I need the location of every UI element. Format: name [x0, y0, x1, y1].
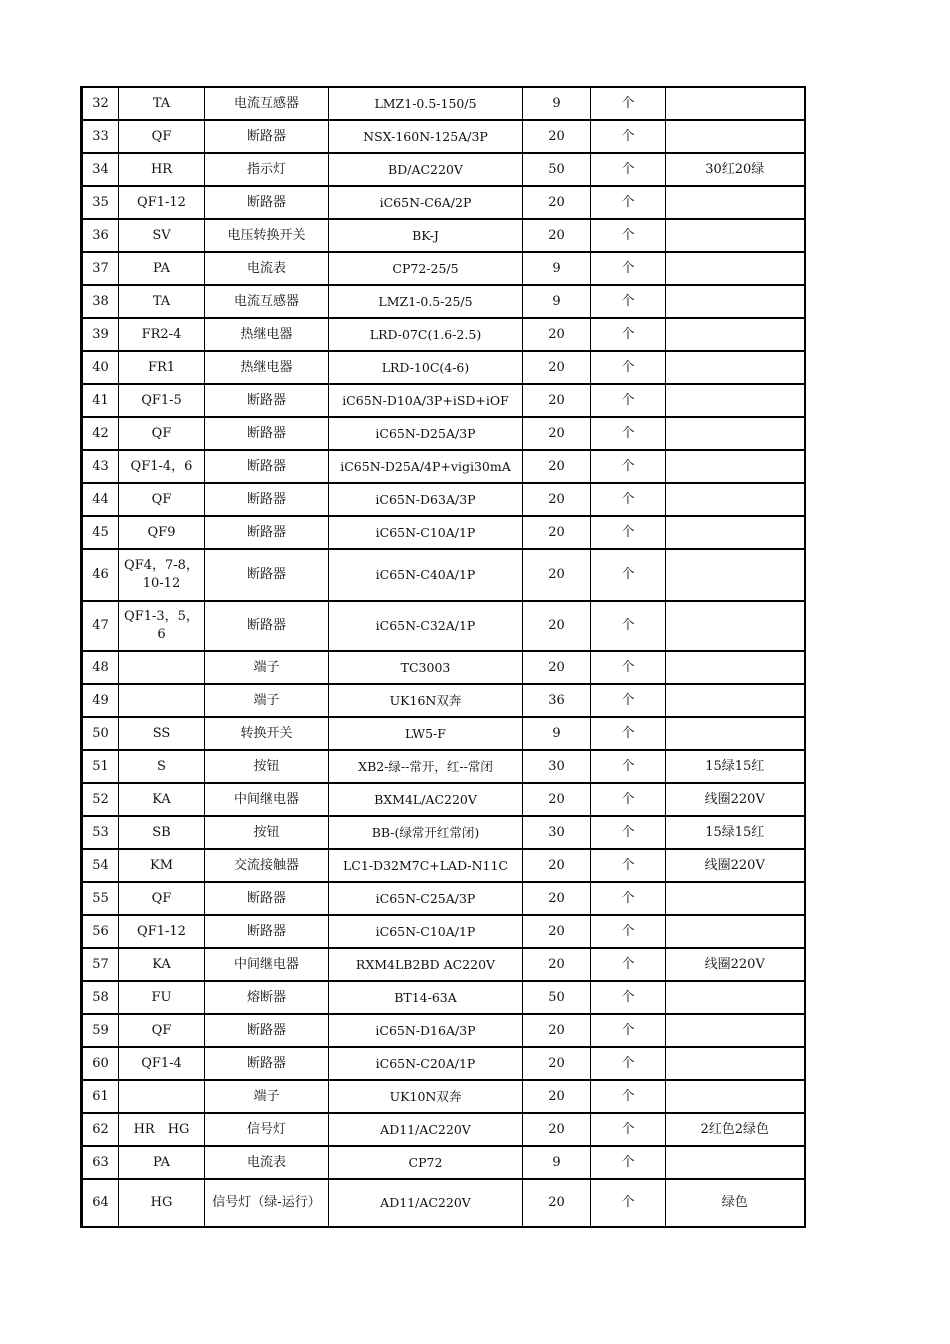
unit-cell: 个 — [591, 1179, 666, 1227]
device-code-cell: HG — [119, 1179, 205, 1227]
quantity-cell: 9 — [523, 252, 591, 285]
remark-cell — [666, 318, 805, 351]
quantity-cell: 20 — [523, 783, 591, 816]
table-row — [82, 186, 805, 219]
remark-cell — [666, 483, 805, 516]
quantity-cell: 50 — [523, 153, 591, 186]
quantity-cell: 30 — [523, 816, 591, 849]
device-name-cell: 转换开关 — [205, 717, 329, 750]
device-code-cell: PA — [119, 252, 205, 285]
device-code-cell: QF9 — [119, 516, 205, 549]
unit-cell: 个 — [591, 252, 666, 285]
quantity-cell: 20 — [523, 1014, 591, 1047]
unit-cell: 个 — [591, 750, 666, 783]
device-name-cell: 熔断器 — [205, 981, 329, 1014]
model-spec-cell: iC65N-D25A/4P+vigi30mA — [329, 450, 523, 483]
quantity-cell: 20 — [523, 915, 591, 948]
quantity-cell: 20 — [523, 601, 591, 651]
device-code-cell: QF — [119, 417, 205, 450]
device-code-cell: QF1-5 — [119, 384, 205, 417]
table-row — [82, 516, 805, 549]
device-name-cell: 端子 — [205, 1080, 329, 1113]
unit-cell: 个 — [591, 285, 666, 318]
remark-cell: 线圈220V — [666, 849, 805, 882]
row-number-cell: 36 — [82, 219, 119, 252]
quantity-cell: 9 — [523, 717, 591, 750]
quantity-cell: 20 — [523, 384, 591, 417]
device-name-cell: 断路器 — [205, 483, 329, 516]
model-spec-cell: LMZ1-0.5-25/5 — [329, 285, 523, 318]
unit-cell: 个 — [591, 849, 666, 882]
table-row — [82, 384, 805, 417]
remark-cell — [666, 417, 805, 450]
device-code-cell — [119, 651, 205, 684]
device-code-cell: FU — [119, 981, 205, 1014]
model-spec-cell: BB-(绿常开红常闭) — [329, 816, 523, 849]
remark-cell — [666, 285, 805, 318]
device-code-cell: KM — [119, 849, 205, 882]
remark-cell — [666, 450, 805, 483]
table-row — [82, 849, 805, 882]
quantity-cell: 9 — [523, 87, 591, 120]
quantity-cell: 20 — [523, 351, 591, 384]
model-spec-cell: iC65N-D10A/3P+iSD+iOF — [329, 384, 523, 417]
model-spec-cell: LRD-10C(4-6) — [329, 351, 523, 384]
device-name-cell: 断路器 — [205, 549, 329, 601]
device-code-cell: SV — [119, 219, 205, 252]
model-spec-cell: TC3003 — [329, 651, 523, 684]
device-code-cell: KA — [119, 783, 205, 816]
device-name-cell: 端子 — [205, 651, 329, 684]
device-name-cell: 按钮 — [205, 816, 329, 849]
row-number-cell: 46 — [82, 549, 119, 601]
device-name-cell: 指示灯 — [205, 153, 329, 186]
device-name-cell: 中间继电器 — [205, 783, 329, 816]
unit-cell: 个 — [591, 483, 666, 516]
device-code-cell: SB — [119, 816, 205, 849]
device-name-cell: 断路器 — [205, 601, 329, 651]
remark-cell: 15绿15红 — [666, 750, 805, 783]
remark-cell — [666, 186, 805, 219]
device-code-cell: QF — [119, 120, 205, 153]
unit-cell: 个 — [591, 450, 666, 483]
model-spec-cell: iC65N-C25A/3P — [329, 882, 523, 915]
row-number-cell: 58 — [82, 981, 119, 1014]
quantity-cell: 9 — [523, 1146, 591, 1179]
unit-cell: 个 — [591, 717, 666, 750]
model-spec-cell: BT14-63A — [329, 981, 523, 1014]
device-code-cell: QF1-12 — [119, 186, 205, 219]
device-name-cell: 中间继电器 — [205, 948, 329, 981]
row-number-cell: 57 — [82, 948, 119, 981]
quantity-cell: 20 — [523, 549, 591, 601]
row-number-cell: 50 — [82, 717, 119, 750]
remark-cell — [666, 915, 805, 948]
remark-cell: 线圈220V — [666, 948, 805, 981]
model-spec-cell: UK10N双奔 — [329, 1080, 523, 1113]
device-code-cell: QF — [119, 1014, 205, 1047]
device-name-cell: 断路器 — [205, 882, 329, 915]
model-spec-cell: iC65N-D25A/3P — [329, 417, 523, 450]
unit-cell: 个 — [591, 516, 666, 549]
quantity-cell: 36 — [523, 684, 591, 717]
remark-cell: 绿色 — [666, 1179, 805, 1227]
unit-cell: 个 — [591, 153, 666, 186]
device-code-cell: PA — [119, 1146, 205, 1179]
row-number-cell: 33 — [82, 120, 119, 153]
unit-cell: 个 — [591, 948, 666, 981]
quantity-cell: 20 — [523, 849, 591, 882]
unit-cell: 个 — [591, 915, 666, 948]
table-row — [82, 651, 805, 684]
unit-cell: 个 — [591, 601, 666, 651]
quantity-cell: 50 — [523, 981, 591, 1014]
device-code-cell: SS — [119, 717, 205, 750]
remark-cell — [666, 252, 805, 285]
remark-cell — [666, 1146, 805, 1179]
table-row — [82, 1014, 805, 1047]
table-row — [82, 717, 805, 750]
device-name-cell: 热继电器 — [205, 318, 329, 351]
row-number-cell: 59 — [82, 1014, 119, 1047]
model-spec-cell: iC65N-C40A/1P — [329, 549, 523, 601]
model-spec-cell: CP72-25/5 — [329, 252, 523, 285]
device-name-cell: 电压转换开关 — [205, 219, 329, 252]
model-spec-cell: LRD-07C(1.6-2.5) — [329, 318, 523, 351]
model-spec-cell: LMZ1-0.5-150/5 — [329, 87, 523, 120]
quantity-cell: 20 — [523, 186, 591, 219]
table-row — [82, 1080, 805, 1113]
unit-cell: 个 — [591, 1113, 666, 1146]
row-number-cell: 39 — [82, 318, 119, 351]
device-code-cell: FR2-4 — [119, 318, 205, 351]
remark-cell — [666, 351, 805, 384]
device-code-cell: QF — [119, 882, 205, 915]
row-number-cell: 40 — [82, 351, 119, 384]
remark-cell: 2红色2绿色 — [666, 1113, 805, 1146]
device-code-cell: TA — [119, 87, 205, 120]
row-number-cell: 45 — [82, 516, 119, 549]
device-name-cell: 热继电器 — [205, 351, 329, 384]
remark-cell — [666, 1080, 805, 1113]
table-row — [82, 549, 805, 601]
quantity-cell: 20 — [523, 516, 591, 549]
table-row — [82, 252, 805, 285]
table-row — [82, 87, 805, 120]
quantity-cell: 20 — [523, 882, 591, 915]
model-spec-cell: LW5-F — [329, 717, 523, 750]
row-number-cell: 51 — [82, 750, 119, 783]
model-spec-cell: AD11/AC220V — [329, 1179, 523, 1227]
model-spec-cell: iC65N-C10A/1P — [329, 516, 523, 549]
quantity-cell: 30 — [523, 750, 591, 783]
table-row — [82, 948, 805, 981]
device-code-cell: HR HG — [119, 1113, 205, 1146]
model-spec-cell: UK16N双奔 — [329, 684, 523, 717]
materials-table — [80, 86, 806, 1228]
unit-cell: 个 — [591, 87, 666, 120]
row-number-cell: 48 — [82, 651, 119, 684]
row-number-cell: 64 — [82, 1179, 119, 1227]
row-number-cell: 49 — [82, 684, 119, 717]
model-spec-cell: LC1-D32M7C+LAD-N11C — [329, 849, 523, 882]
model-spec-cell: iC65N-C20A/1P — [329, 1047, 523, 1080]
model-spec-cell: XB2-绿--常开，红--常闭 — [329, 750, 523, 783]
device-code-cell: QF1-3，5，6 — [119, 601, 205, 651]
row-number-cell: 44 — [82, 483, 119, 516]
device-code-cell: TA — [119, 285, 205, 318]
row-number-cell: 43 — [82, 450, 119, 483]
device-name-cell: 电流表 — [205, 252, 329, 285]
model-spec-cell: iC65N-C6A/2P — [329, 186, 523, 219]
unit-cell: 个 — [591, 384, 666, 417]
device-name-cell: 端子 — [205, 684, 329, 717]
unit-cell: 个 — [591, 219, 666, 252]
remark-cell — [666, 384, 805, 417]
unit-cell: 个 — [591, 186, 666, 219]
device-code-cell: HR — [119, 153, 205, 186]
quantity-cell: 20 — [523, 1179, 591, 1227]
model-spec-cell: AD11/AC220V — [329, 1113, 523, 1146]
device-code-cell: QF4，7-8，10-12 — [119, 549, 205, 601]
row-number-cell: 62 — [82, 1113, 119, 1146]
unit-cell: 个 — [591, 549, 666, 601]
quantity-cell: 20 — [523, 1047, 591, 1080]
quantity-cell: 20 — [523, 1113, 591, 1146]
table-row — [82, 417, 805, 450]
quantity-cell: 20 — [523, 318, 591, 351]
row-number-cell: 53 — [82, 816, 119, 849]
unit-cell: 个 — [591, 1146, 666, 1179]
row-number-cell: 54 — [82, 849, 119, 882]
table-row — [82, 1047, 805, 1080]
device-name-cell: 断路器 — [205, 516, 329, 549]
model-spec-cell: iC65N-D63A/3P — [329, 483, 523, 516]
unit-cell: 个 — [591, 318, 666, 351]
row-number-cell: 47 — [82, 601, 119, 651]
table-row — [82, 450, 805, 483]
device-name-cell: 断路器 — [205, 186, 329, 219]
remark-cell — [666, 87, 805, 120]
table-row — [82, 219, 805, 252]
quantity-cell: 20 — [523, 483, 591, 516]
row-number-cell: 32 — [82, 87, 119, 120]
device-name-cell: 断路器 — [205, 384, 329, 417]
remark-cell — [666, 981, 805, 1014]
model-spec-cell: iC65N-D16A/3P — [329, 1014, 523, 1047]
table-row — [82, 483, 805, 516]
unit-cell: 个 — [591, 783, 666, 816]
remark-cell — [666, 516, 805, 549]
remark-cell: 15绿15红 — [666, 816, 805, 849]
table-row — [82, 981, 805, 1014]
row-number-cell: 35 — [82, 186, 119, 219]
table-row — [82, 1146, 805, 1179]
remark-cell: 线圈220V — [666, 783, 805, 816]
table-row — [82, 915, 805, 948]
unit-cell: 个 — [591, 120, 666, 153]
remark-cell — [666, 717, 805, 750]
unit-cell: 个 — [591, 882, 666, 915]
table-row — [82, 750, 805, 783]
model-spec-cell: CP72 — [329, 1146, 523, 1179]
device-code-cell: QF1-4，6 — [119, 450, 205, 483]
device-name-cell: 信号灯（绿-运行） — [205, 1179, 329, 1227]
quantity-cell: 20 — [523, 120, 591, 153]
device-name-cell: 电流表 — [205, 1146, 329, 1179]
unit-cell: 个 — [591, 417, 666, 450]
table-row — [82, 153, 805, 186]
device-name-cell: 断路器 — [205, 1047, 329, 1080]
remark-cell — [666, 549, 805, 601]
device-code-cell: QF1-12 — [119, 915, 205, 948]
row-number-cell: 34 — [82, 153, 119, 186]
device-name-cell: 断路器 — [205, 450, 329, 483]
device-code-cell: FR1 — [119, 351, 205, 384]
quantity-cell: 20 — [523, 1080, 591, 1113]
remark-cell — [666, 1014, 805, 1047]
quantity-cell: 20 — [523, 417, 591, 450]
materials-table-body — [82, 87, 805, 1227]
table-row — [82, 684, 805, 717]
remark-cell — [666, 882, 805, 915]
table-row — [82, 318, 805, 351]
row-number-cell: 52 — [82, 783, 119, 816]
model-spec-cell: BXM4L/AC220V — [329, 783, 523, 816]
quantity-cell: 20 — [523, 219, 591, 252]
table-row — [82, 285, 805, 318]
unit-cell: 个 — [591, 1047, 666, 1080]
remark-cell — [666, 219, 805, 252]
table-row — [82, 351, 805, 384]
row-number-cell: 37 — [82, 252, 119, 285]
device-name-cell: 断路器 — [205, 915, 329, 948]
device-name-cell: 电流互感器 — [205, 285, 329, 318]
row-number-cell: 55 — [82, 882, 119, 915]
unit-cell: 个 — [591, 1080, 666, 1113]
device-code-cell: S — [119, 750, 205, 783]
device-code-cell — [119, 684, 205, 717]
quantity-cell: 9 — [523, 285, 591, 318]
row-number-cell: 41 — [82, 384, 119, 417]
table-row — [82, 601, 805, 651]
device-name-cell: 交流接触器 — [205, 849, 329, 882]
unit-cell: 个 — [591, 684, 666, 717]
unit-cell: 个 — [591, 351, 666, 384]
remark-cell — [666, 601, 805, 651]
model-spec-cell: RXM4LB2BD AC220V — [329, 948, 523, 981]
row-number-cell: 38 — [82, 285, 119, 318]
remark-cell — [666, 120, 805, 153]
table-row — [82, 120, 805, 153]
remark-cell — [666, 1047, 805, 1080]
model-spec-cell: iC65N-C32A/1P — [329, 601, 523, 651]
remark-cell: 30红20绿 — [666, 153, 805, 186]
device-name-cell: 断路器 — [205, 1014, 329, 1047]
remark-cell — [666, 651, 805, 684]
row-number-cell: 42 — [82, 417, 119, 450]
device-name-cell: 断路器 — [205, 417, 329, 450]
unit-cell: 个 — [591, 981, 666, 1014]
device-code-cell: KA — [119, 948, 205, 981]
model-spec-cell: NSX-160N-125A/3P — [329, 120, 523, 153]
table-row — [82, 1179, 805, 1227]
device-name-cell: 按钮 — [205, 750, 329, 783]
table-row — [82, 816, 805, 849]
table-row — [82, 1113, 805, 1146]
device-name-cell: 断路器 — [205, 120, 329, 153]
row-number-cell: 56 — [82, 915, 119, 948]
unit-cell: 个 — [591, 651, 666, 684]
device-name-cell: 电流互感器 — [205, 87, 329, 120]
table-row — [82, 783, 805, 816]
model-spec-cell: BD/AC220V — [329, 153, 523, 186]
unit-cell: 个 — [591, 1014, 666, 1047]
row-number-cell: 63 — [82, 1146, 119, 1179]
table-row — [82, 882, 805, 915]
quantity-cell: 20 — [523, 948, 591, 981]
row-number-cell: 61 — [82, 1080, 119, 1113]
unit-cell: 个 — [591, 816, 666, 849]
row-number-cell: 60 — [82, 1047, 119, 1080]
device-name-cell: 信号灯 — [205, 1113, 329, 1146]
remark-cell — [666, 684, 805, 717]
quantity-cell: 20 — [523, 651, 591, 684]
device-code-cell: QF1-4 — [119, 1047, 205, 1080]
model-spec-cell: BK-J — [329, 219, 523, 252]
quantity-cell: 20 — [523, 450, 591, 483]
model-spec-cell: iC65N-C10A/1P — [329, 915, 523, 948]
device-code-cell: QF — [119, 483, 205, 516]
device-code-cell — [119, 1080, 205, 1113]
